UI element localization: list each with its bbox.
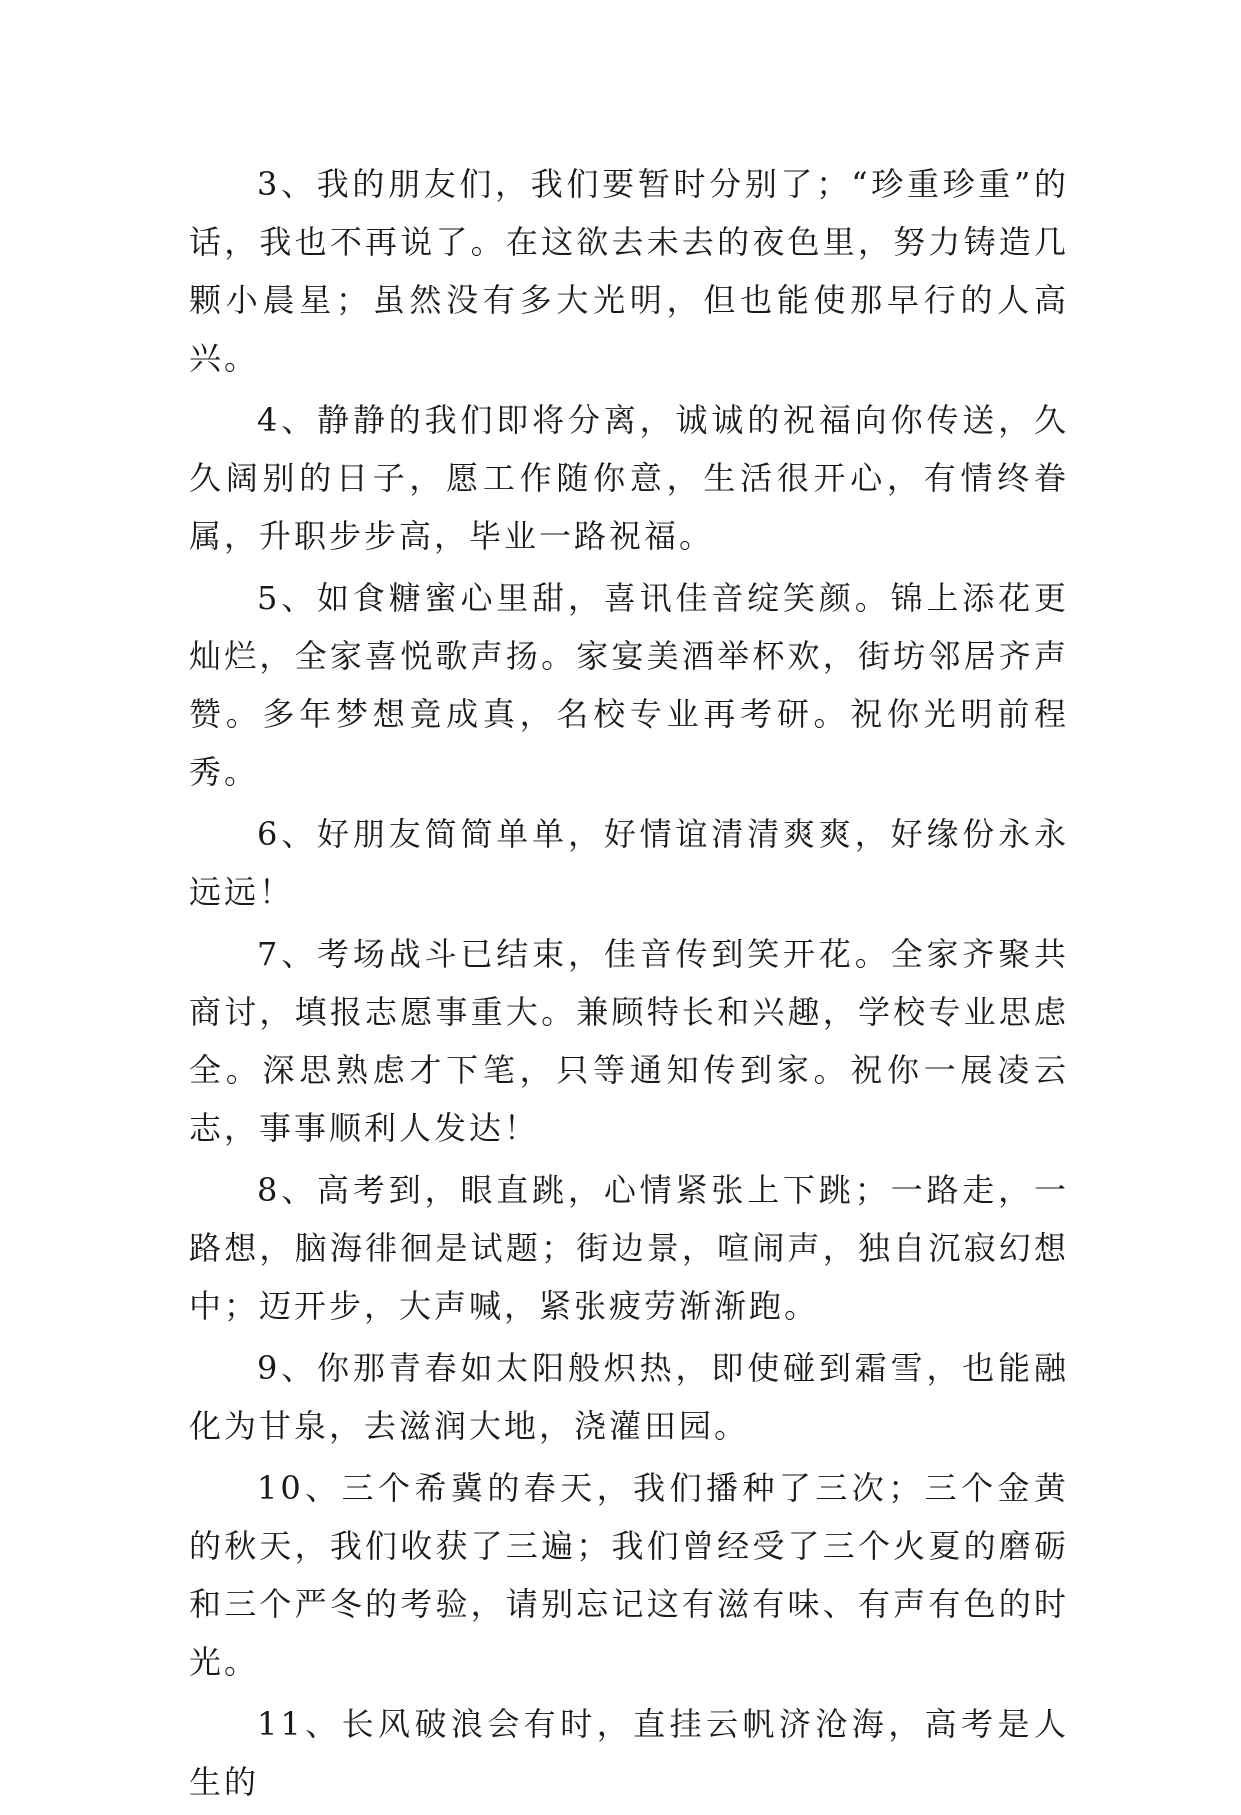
- document-body: [189, 155, 1069, 1815]
- paragraph-4: 4、静静的我们即将分离，诚诚的祝福向你传送，久久阔别的日子，愿工作随你意，生活很开心，有情终眷属，升职步步高，毕业一路祝福。: [189, 401, 1069, 555]
- paragraph-3: 3、我的朋友们，我们要暂时分别了；“珍重珍重”的话，我也不再说了。在这欲去未去的夜色里，努力铸造几颗小晨星；虽然没有多大光明，但也能使那早行的人高兴。: [189, 165, 1069, 377]
- paragraph-11: 11、长风破浪会有时，直挂云帆济沧海，高考是人生的: [189, 1705, 1069, 1801]
- paragraph-6: 6、好朋友简简单单，好情谊清清爽爽，好缘份永永远远！: [189, 815, 1069, 911]
- paragraph-7: 7、考场战斗已结束，佳音传到笑开花。全家齐聚共商讨，填报志愿事重大。兼顾特长和兴趣，学校专业思虑全。深思熟虑才下笔，只等通知传到家。祝你一展凌云志，事事顺利人发达！: [189, 935, 1069, 1147]
- paragraph-8: 8、高考到，眼直跳，心情紧张上下跳；一路走，一路想，脑海徘徊是试题；街边景，喧闹声，独自沉寂幻想中；迈开步，大声喊，紧张疲劳渐渐跑。: [189, 1171, 1069, 1325]
- paragraph-5: 5、如食糖蜜心里甜，喜讯佳音绽笑颜。锦上添花更灿烂，全家喜悦歌声扬。家宴美酒举杯欢，街坊邻居齐声赞。多年梦想竟成真，名校专业再考研。祝你光明前程秀。: [189, 579, 1069, 791]
- paragraph-9: 9、你那青春如太阳般炽热，即使碰到霜雪，也能融化为甘泉，去滋润大地，浇灌田园。: [189, 1349, 1069, 1445]
- paragraph-10: 10、三个希冀的春天，我们播种了三次；三个金黄的秋天，我们收获了三遍；我们曾经受了三个火夏的磨砺和三个严冬的考验，请别忘记这有滋有味、有声有色的时光。: [189, 1469, 1069, 1681]
